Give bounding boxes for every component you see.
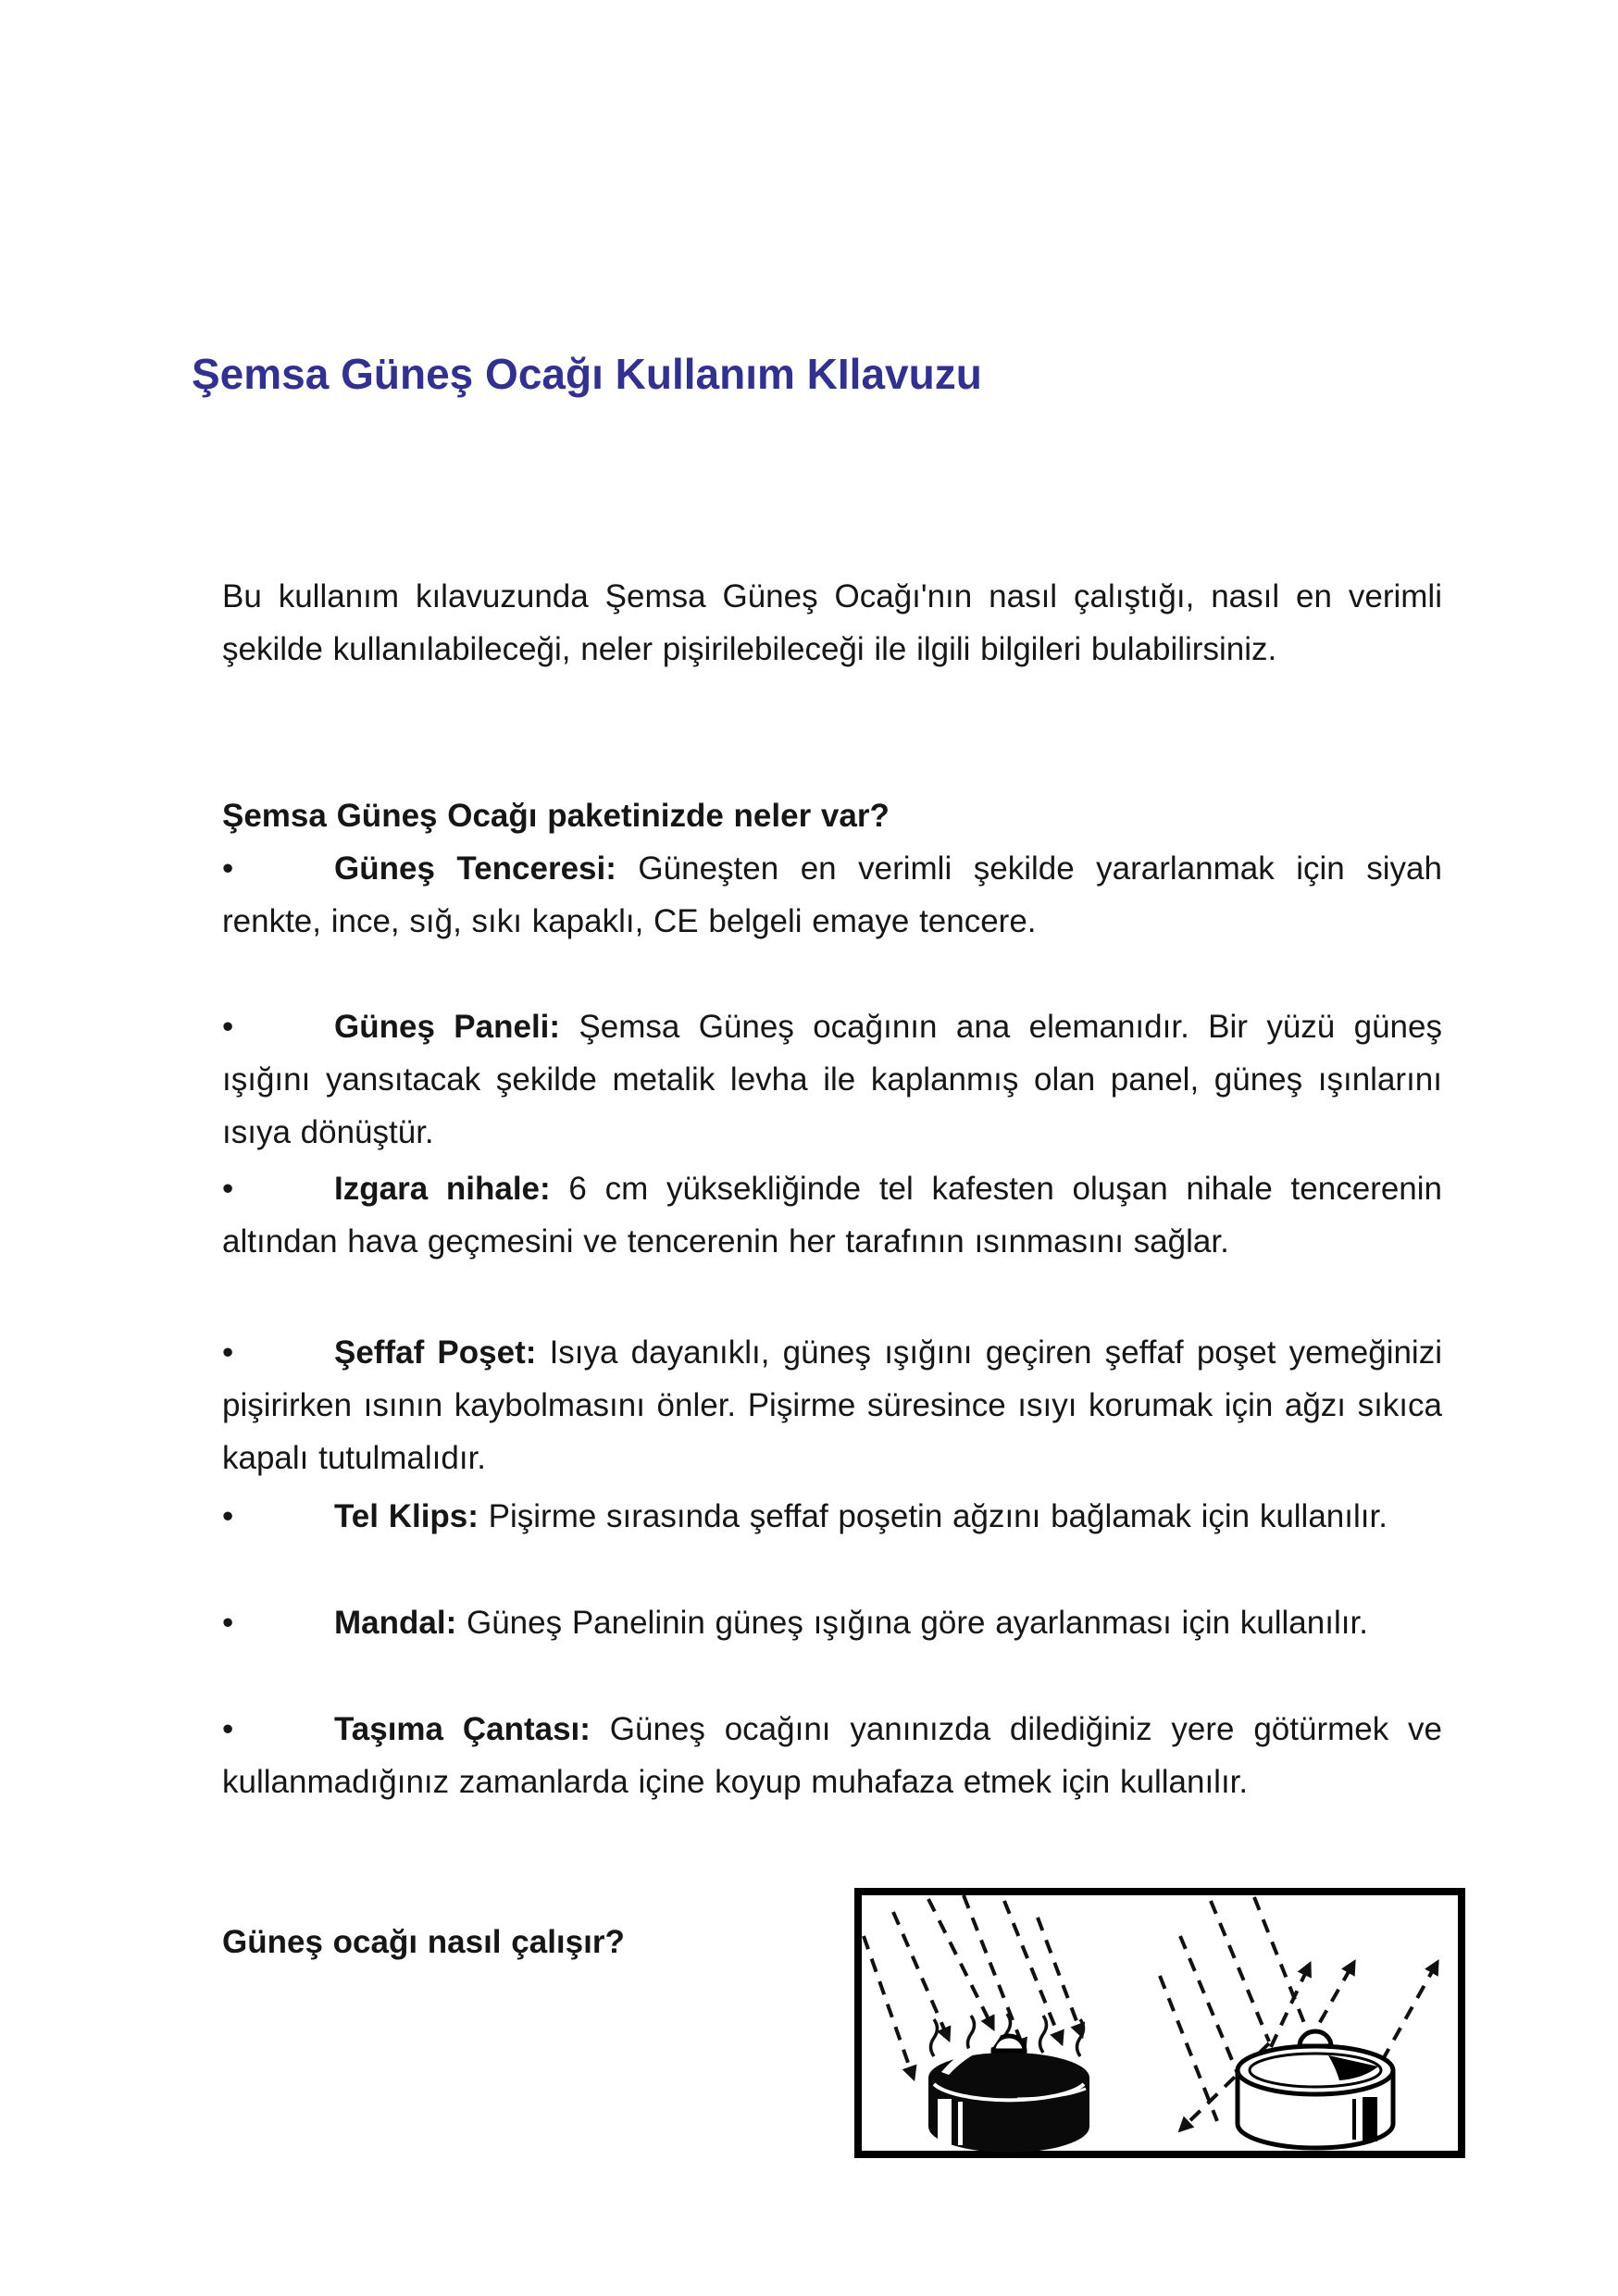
bullet-dot: •	[222, 1711, 234, 1747]
package-bullet	[222, 1326, 1442, 1484]
bullet-label: Şeffaf Poşet:	[334, 1334, 537, 1371]
bullet-dot: •	[222, 1171, 234, 1207]
package-bullet	[222, 1596, 1442, 1649]
package-bullet	[222, 1703, 1442, 1808]
package-bullet	[222, 1000, 1442, 1159]
package-heading: Şemsa Güneş Ocağı paketinizde neler var?	[222, 798, 890, 834]
bullet-dot: •	[222, 1605, 234, 1641]
bullet-text: Güneş Panelinin güneş ışığına göre ayarlanması için kullanılır.	[466, 1605, 1368, 1641]
bullet-label: Taşıma Çantası:	[334, 1711, 591, 1747]
bullet-dot: •	[222, 1009, 234, 1045]
intro-paragraph: Bu kullanım kılavuzunda Şemsa Güneş Ocağı'nın nasıl çalıştığı, nasıl en verimli şekilde kullanılabileceği, neler pişirilebileceği ile ilgili bilgileri bulabilirsiniz.	[222, 578, 1442, 667]
how-it-works-heading: Güneş ocağı nasıl çalışır?	[222, 1924, 625, 1960]
solar-cooker-figure	[854, 1888, 1465, 2158]
package-bullet	[222, 1490, 1442, 1543]
bullet-text: Şemsa Güneş ocağının ana elemanıdır. Bir yüzü güneş ışığını yansıtacak şekilde metalik levha ile kaplanmış olan panel, güneş ışınlarını ısıya dönüştür.	[222, 1009, 1442, 1150]
bullet-label: Mandal:	[334, 1605, 457, 1641]
bullet-text: Güneşten en verimli şekilde yararlanmak için siyah renkte, ince, sığ, sıkı kapaklı, CE belgeli emaye tencere.	[222, 850, 1442, 939]
bullet-text: 6 cm yüksekliğinde tel kafesten oluşan nihale tencerenin altından hava geçmesini ve tencerenin her tarafının ısınmasını sağlar.	[222, 1171, 1442, 1260]
bullet-label: Tel Klips:	[334, 1498, 479, 1534]
bullet-dot: •	[222, 1334, 234, 1371]
bullet-text: Pişirme sırasında şeffaf poşetin ağzını bağlamak için kullanılır.	[488, 1498, 1388, 1534]
package-bullet	[222, 842, 1442, 948]
package-bullet	[222, 1162, 1442, 1268]
bullet-dot: •	[222, 1498, 234, 1534]
bullet-label: Güneş Tenceresi:	[334, 850, 616, 887]
bullet-text: Isıya dayanıklı, güneş ışığını geçiren şeffaf poşet yemeğinizi pişirirken ısının kaybolmasını önler. Pişirme süresince ısıyı korumak için ağzı sıkıca kapalı tutulmalıdır.	[222, 1334, 1442, 1476]
bullet-dot: •	[222, 850, 234, 887]
bullet-label: Izgara nihale:	[334, 1171, 551, 1207]
page-title: Şemsa Güneş Ocağı Kullanım KIlavuzu	[192, 350, 982, 398]
bullet-label: Güneş Paneli:	[334, 1009, 561, 1045]
bullet-text: Güneş ocağını yanınızda dilediğiniz yere götürmek ve kullanmadığınız zamanlarda içine koyup muhafaza etmek için kullanılır.	[222, 1711, 1443, 1800]
